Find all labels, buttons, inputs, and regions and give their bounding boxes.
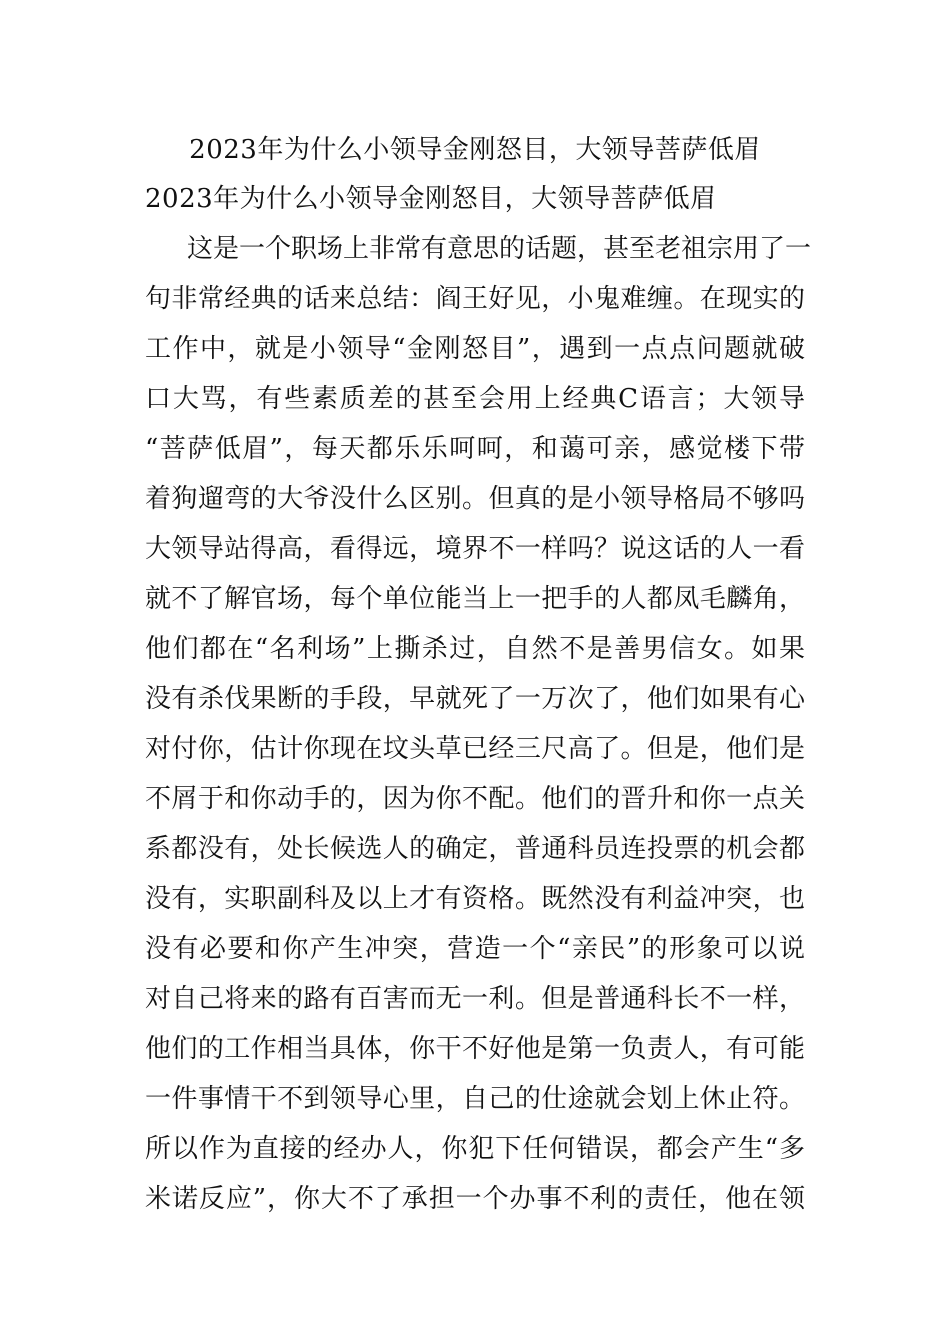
paragraph-line: 不屑于和你动手的，因为你不配。他们的晋升和你一点关 [145,784,805,814]
paragraph-line: 口大骂，有些素质差的甚至会用上经典C语言；大领导 [145,384,805,414]
paragraph-line: 一件事情干不到领导心里，自己的仕途就会划上休止符。 [145,1084,805,1114]
paragraph-line: 对付你，估计你现在坟头草已经三尺高了。但是，他们是 [145,734,805,764]
paragraph-line: 他们都在“名利场”上撕杀过，自然不是善男信女。如果 [145,634,805,664]
paragraph-line: 没有必要和你产生冲突，营造一个“亲民”的形象可以说 [145,934,805,964]
paragraph-line: 所以作为直接的经办人，你犯下任何错误，都会产生“多 [145,1134,805,1164]
document-subtitle: 2023年为什么小领导金刚怒目，大领导菩萨低眉 [145,184,717,214]
paragraph-line: 没有，实职副科及以上才有资格。既然没有利益冲突，也 [145,884,805,914]
paragraph-line: 这是一个职场上非常有意思的话题，甚至老祖宗用了一 [187,234,812,264]
paragraph-line: 工作中，就是小领导“金刚怒目”，遇到一点点问题就破 [145,334,805,364]
paragraph-line: 大领导站得高，看得远，境界不一样吗？说这话的人一看 [145,534,805,564]
paragraph-line: 着狗遛弯的大爷没什么区别。但真的是小领导格局不够吗 [145,484,805,514]
paragraph-line: “菩萨低眉”，每天都乐乐呵呵，和蔼可亲，感觉楼下带 [145,434,805,464]
document-title: 2023年为什么小领导金刚怒目，大领导菩萨低眉 [189,135,761,165]
paragraph-line: 他们的工作相当具体，你干不好他是第一负责人，有可能 [145,1034,805,1064]
body-paragraph [145,231,812,1231]
paragraph-line: 米诺反应”，你大不了承担一个办事不利的责任，他在领 [145,1184,805,1214]
paragraph-line: 就不了解官场，每个单位能当上一把手的人都凤毛麟角， [145,584,805,614]
paragraph-line: 系都没有，处长候选人的确定，普通科员连投票的机会都 [145,834,805,864]
paragraph-line: 句非常经典的话来总结：阎王好见，小鬼难缠。在现实的 [145,284,805,314]
paragraph-line: 对自己将来的路有百害而无一利。但是普通科长不一样， [145,984,805,1014]
paragraph-line: 没有杀伐果断的手段，早就死了一万次了，他们如果有心 [145,684,805,714]
